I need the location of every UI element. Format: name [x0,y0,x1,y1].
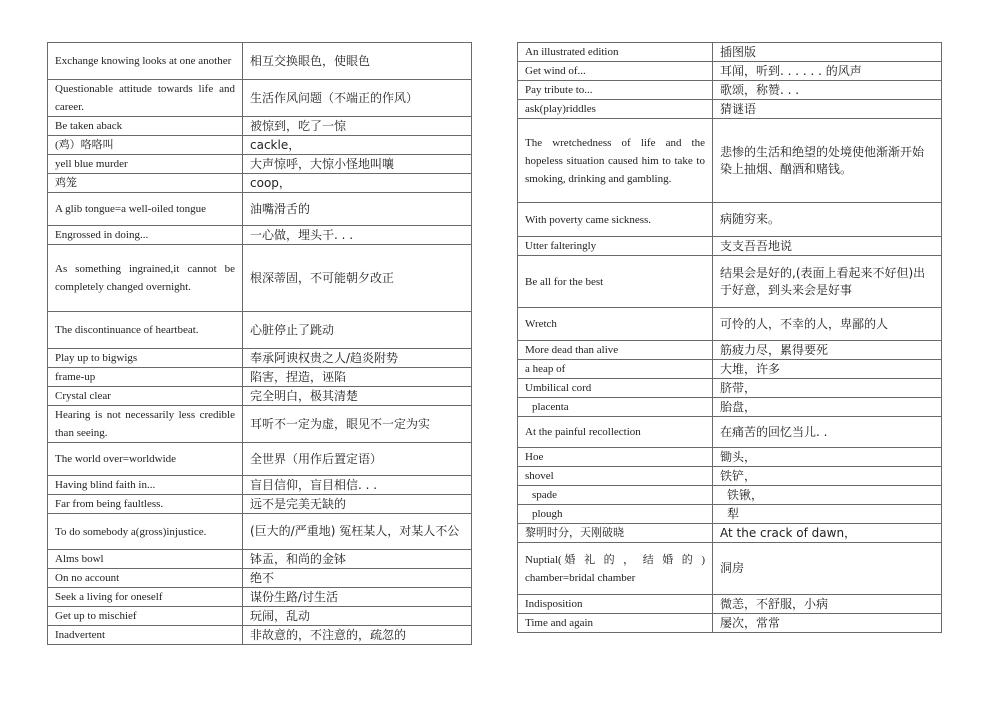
table-row [518,614,942,633]
chinese-meaning-cell: 远不是完美无缺的 [243,495,472,514]
table-row [48,607,472,626]
chinese-meaning-cell: 盲目信仰，盲目相信. . . [243,476,472,495]
chinese-meaning-cell: 根深蒂固，不可能朝夕改正 [243,245,472,312]
chinese-meaning-cell: 结果会是好的,(表面上看起来不好但)出于好意，到头来会是好事 [713,256,942,308]
chinese-meaning-cell: 非故意的，不注意的，疏忽的 [243,626,472,645]
table-row [518,360,942,379]
chinese-meaning-cell: 锄头， [713,448,942,467]
table-row [48,387,472,406]
chinese-meaning-cell: 大声惊呼，大惊小怪地叫嚷 [243,155,472,174]
english-term-cell: Engrossed in doing... [48,226,243,245]
table-row [48,368,472,387]
english-term-cell: The discontinuance of heartbeat. [48,312,243,349]
chinese-meaning-cell: 筋疲力尽，累得要死 [713,341,942,360]
english-term-cell: Wretch [518,308,713,341]
chinese-meaning-cell: 油嘴滑舌的 [243,193,472,226]
table-row [48,495,472,514]
english-term-cell: Be taken aback [48,117,243,136]
english-term-cell: Exchange knowing looks at one another [48,43,243,80]
chinese-meaning-cell: 在痛苦的回忆当儿. . [713,417,942,448]
table-row [48,476,472,495]
chinese-meaning-cell: 奉承阿谀权贵之人/趋炎附势 [243,349,472,368]
chinese-meaning-cell: 生活作风问题（不端正的作风） [243,80,472,117]
table-row [518,256,942,308]
english-term-cell: The wretchedness of life and the hopeless situation caused him to take to smoking, drinking and gambling. [518,119,713,203]
english-term-cell: 黎明时分，天刚破晓 [518,524,713,543]
table-row [518,467,942,486]
table-row [518,308,942,341]
chinese-meaning-cell: 洞房 [713,543,942,595]
english-term-cell: Far from being faultless. [48,495,243,514]
english-term-cell: An illustrated edition [518,43,713,62]
table-row [48,588,472,607]
chinese-meaning-cell: 微恙，不舒服，小病 [713,595,942,614]
english-term-cell: At the painful recollection [518,417,713,448]
chinese-meaning-cell: 一心做，埋头干. . . [243,226,472,245]
english-term-cell: Get wind of... [518,62,713,81]
table-row [518,81,942,100]
chinese-meaning-cell: 钵盂，和尚的金钵 [243,550,472,569]
english-term-cell: Umbilical cord [518,379,713,398]
table-row [518,237,942,256]
table-row [518,595,942,614]
table-row [518,448,942,467]
table-row [518,341,942,360]
table-row [518,100,942,119]
chinese-meaning-cell: 谋份生路/讨生活 [243,588,472,607]
english-term-cell: ask(play)riddles [518,100,713,119]
english-term-cell: Seek a living for oneself [48,588,243,607]
chinese-meaning-cell: 玩闹，乱动 [243,607,472,626]
chinese-meaning-cell: At the crack of dawn， [713,524,942,543]
chinese-meaning-cell: 胎盘， [713,398,942,417]
table-row [518,203,942,237]
english-term-cell: spade [518,486,713,505]
chinese-meaning-cell: 插图版 [713,43,942,62]
english-term-cell: frame-up [48,368,243,387]
chinese-meaning-cell: 屡次，常常 [713,614,942,633]
chinese-meaning-cell: 耳闻，听到. . . . . . 的风声 [713,62,942,81]
english-term-cell: To do somebody a(gross)injustice. [48,514,243,550]
english-term-cell: With poverty came sickness. [518,203,713,237]
table-row [518,543,942,595]
chinese-meaning-cell: 完全明白，极其清楚 [243,387,472,406]
table-row [48,550,472,569]
right-glossary-body [518,43,942,633]
chinese-meaning-cell: 支支吾吾地说 [713,237,942,256]
table-row [48,349,472,368]
english-term-cell: 鸡笼 [48,174,243,193]
table-row [48,514,472,550]
english-term-cell: A glib tongue=a well-oiled tongue [48,193,243,226]
english-term-cell: Alms bowl [48,550,243,569]
english-term-cell: Nuptial(婚 礼 的 ， 结 婚 的 ) chamber=bridal chamber [518,543,713,595]
chinese-meaning-cell: 绝不 [243,569,472,588]
chinese-meaning-cell: 相互交换眼色，使眼色 [243,43,472,80]
table-row [48,136,472,155]
english-term-cell: Be all for the best [518,256,713,308]
english-term-cell: Utter falteringly [518,237,713,256]
english-term-cell: Pay tribute to... [518,81,713,100]
english-term-cell: The world over=worldwide [48,443,243,476]
english-term-cell: Hoe [518,448,713,467]
table-row [48,80,472,117]
table-row [48,117,472,136]
chinese-meaning-cell: 悲惨的生活和绝望的处境使他渐渐开始染上抽烟、酗酒和赌钱。 [713,119,942,203]
english-term-cell: placenta [518,398,713,417]
english-term-cell: shovel [518,467,713,486]
english-term-cell: yell blue murder [48,155,243,174]
english-term-cell: a heap of [518,360,713,379]
table-row [48,155,472,174]
right-glossary-table [517,42,942,633]
english-term-cell: Get up to mischief [48,607,243,626]
chinese-meaning-cell: 歌颂，称赞. . . [713,81,942,100]
table-row [48,174,472,193]
table-row [518,524,942,543]
chinese-meaning-cell: 猜谜语 [713,100,942,119]
chinese-meaning-cell: cackle， [243,136,472,155]
english-term-cell: Time and again [518,614,713,633]
table-row [48,312,472,349]
english-term-cell: Play up to bigwigs [48,349,243,368]
chinese-meaning-cell: 耳听不一定为虚，眼见不一定为实 [243,406,472,443]
english-term-cell: Indisposition [518,595,713,614]
table-row [48,569,472,588]
table-row [48,43,472,80]
chinese-meaning-cell: 被惊到，吃了一惊 [243,117,472,136]
chinese-meaning-cell: 全世界（用作后置定语） [243,443,472,476]
english-term-cell: plough [518,505,713,524]
table-row [518,43,942,62]
table-row [518,379,942,398]
table-row [518,62,942,81]
left-glossary-body [48,43,472,645]
table-row [518,486,942,505]
table-row [48,626,472,645]
chinese-meaning-cell: 犁 [713,505,942,524]
english-term-cell: (鸡）咯咯叫 [48,136,243,155]
english-term-cell: Having blind faith in... [48,476,243,495]
chinese-meaning-cell: 铁锹， [713,486,942,505]
table-row [48,226,472,245]
table-row [48,245,472,312]
left-glossary-table [47,42,472,645]
chinese-meaning-cell: 心脏停止了跳动 [243,312,472,349]
table-row [518,398,942,417]
table-row [518,119,942,203]
english-term-cell: More dead than alive [518,341,713,360]
table-row [48,193,472,226]
english-term-cell: Questionable attitude towards life and career. [48,80,243,117]
english-term-cell: On no account [48,569,243,588]
table-row [48,406,472,443]
chinese-meaning-cell: 可怜的人，不幸的人，卑鄙的人 [713,308,942,341]
chinese-meaning-cell: 病随穷来。 [713,203,942,237]
chinese-meaning-cell: 大堆，许多 [713,360,942,379]
chinese-meaning-cell: 脐带， [713,379,942,398]
chinese-meaning-cell: coop， [243,174,472,193]
table-row [518,505,942,524]
english-term-cell: Inadvertent [48,626,243,645]
chinese-meaning-cell: (巨大的/严重地) 冤枉某人，对某人不公 [243,514,472,550]
chinese-meaning-cell: 陷害，捏造，诬陷 [243,368,472,387]
english-term-cell: Crystal clear [48,387,243,406]
chinese-meaning-cell: 铁铲， [713,467,942,486]
table-row [48,443,472,476]
english-term-cell: Hearing is not necessarily less credible than seeing. [48,406,243,443]
english-term-cell: As something ingrained,it cannot be completely changed overnight. [48,245,243,312]
table-row [518,417,942,448]
